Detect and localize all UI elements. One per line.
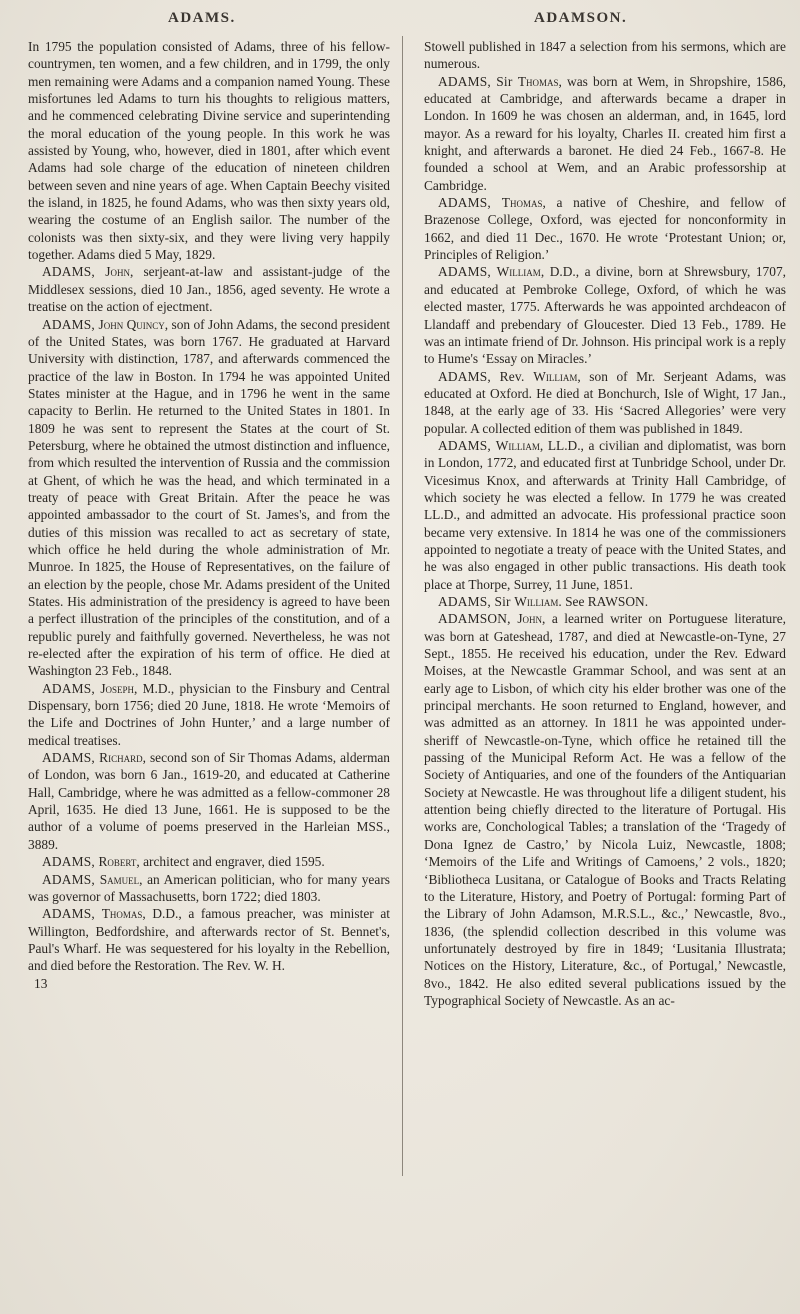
dictionary-entry (28, 905, 390, 974)
entry-text: Stowell published in 1847 a selection from his sermons, which are numerous. (424, 39, 786, 72)
entry-text: , son of Mr. Serjeant Adams, was educated at Oxford. He died at Bonchurch, Isle of Wight, 17 Jan., 1848, at the early age of 33. His ‘Sacred Allegories’ were very popular. A collected edition of them was published in 1849. (424, 368, 787, 436)
entry-text: In 1795 the population consisted of Adams, three of his fellow-countrymen, ten women, and a few children, and in 1799, the only men remaining were Adams and a companion named Young. These misfortunes led Adams to turn his thoughts to religious matters, and he commenced celebrating Divine service and superintending the moral education of the young people. In this work he was assisted by Young, who, however, died in 1801, after which event Adams had sole charge of the education of nineteen children between seven and nine years of age. When Captain Beechy visited the island, in 1825, he found Adams, who was then sixty years old, wearing the costume of an English sailor. The number of the colonists was then sixty-six, and they were living very happily together. Adams died 5 May, 1829. (28, 39, 390, 263)
continued-text (28, 38, 390, 263)
entry-text: , a native of Cheshire, and fellow of Brazenose College, Oxford, was ejected for nonconformity in 1662, and died 11 Dec., 1670. He wrote ‘Protestant Union; or, Principles of Religion.’ (424, 195, 786, 263)
entry-forename: William (496, 264, 541, 280)
entry-forename: Thomas (517, 73, 559, 89)
entry-text: , was born at Wem, in Shropshire, 1586, educated at Cambridge, and afterwards became a draper in London. In 1609 he was chosen an alderman, and, in 1645, lord mayor. As a reward for his loyalty, Charles II. created him first a knight, and afterwards a baronet. He died 24 Feb., 1667-8. He founded a school at Wem, and an Arabic professorship at Cambridge. (424, 73, 786, 193)
entry-forename: John (105, 264, 130, 280)
entry-text: , serjeant-at-law and assistant-judge of the Middlesex sessions, died 10 Jan., 1856, aged seventy. He wrote a treatise on the action of ejectment. (28, 264, 390, 315)
entry-forename: John (517, 611, 543, 627)
page-number: 13 (34, 975, 48, 991)
running-head-left: ADAMS. (168, 10, 236, 26)
dictionary-entry (424, 610, 786, 1009)
entry-forename: Samuel (99, 871, 140, 887)
entry-forename: Thomas (501, 195, 543, 211)
dictionary-entry (28, 263, 390, 315)
dictionary-entry (424, 194, 786, 263)
entry-forename: Richard (99, 750, 143, 766)
entry-forename: William (495, 437, 540, 453)
entry-forename: Joseph (100, 680, 135, 696)
dictionary-entry (424, 73, 786, 194)
column-divider (402, 36, 403, 1176)
entry-text: , LL.D., a civilian and diplomatist, was born in London, 1772, and educated first at Tunbridge School, under Dr. Vicesimus Knox, and afterwards at Trinity Hall Cambridge, of which society he was elected a fellow. In 1779 he was created LL.D., and admitted an advocate. His professional practice soon became very extensive. In 1814 he was one of the commissioners appointed to negotiate a treaty of peace with the United States, and he was also engaged in other public transactions. His death took place at Thorpe, Surrey, 11 June, 1851. (424, 437, 786, 592)
entry-text: , second son of Sir Thomas Adams, alderman of London, was born 6 Jan., 1619-20, and educated at Catherine Hall, Cambridge, where he was admitted as a fellow-commoner 28 April, 1635. He died 13 June, 1661. He is supposed to be the author of a volume of poems preserved in the Harleian MSS., 3889. (28, 750, 390, 852)
entry-text: , M.D., physician to the Finsbury and Central Dispensary, born 1756; died 20 June, 1818. He wrote ‘Memoirs of the Life and Doctrines of John Hunter,’ and a large number of medical treatises. (28, 680, 390, 748)
dictionary-entry (424, 263, 786, 367)
entry-headword: ADAMS, (42, 316, 99, 332)
dictionary-entry (28, 749, 390, 853)
dictionary-entry (424, 593, 786, 610)
entry-text: , a learned writer on Portuguese literature, was born at Gateshead, 1787, and died at Newcastle-on-Tyne, 27 Sept., 1855. He received his education, under the Rev. Edward Moises, at the Newcastle Grammar School, and was sent at an early age to Lisbon, of which city his elder brother was one of the principal merchants. He soon returned to England, however, and was admitted as an attorney. In 1811 he was appointed under-sheriff of Newcastle-on-Tyne, which office he retained till the passing of the Municipal Reform Act. He was a fellow of the Society of Antiquaries, and one of the founders of the Antiquarian Society at Newcastle. He was throughout life a diligent student, his attention being chiefly directed to the literature of Portugal. His works are, Conchological Tables; a translation of the ‘Tragedy of Dona Ignez de Castro,’ by Nicola Luiz, Newcastle, 1808; ‘Memoirs of the Life and Writings of Camoens,’ 2 vols., 1820; ‘Bibliotheca Lusitana, or Catalogue of Books and Tracts Relating to the Literature, History, and Poetry of Portugal: forming Part of the Library of John Adamson, M.R.S.L., &c.,’ Newcastle, 8vo., 1836, (the splendid collection described in this volume was unfortunately destroyed by fire in 1849; ‘Lusitania Illustrata; Notices on the History, Literature, &c., of Portugal,’ Newcastle, 8vo., 1842. He also edited several publications issued by the Typographical Society of Newcastle. As an ac- (424, 611, 786, 1008)
entry-forename: John Quincy (98, 316, 165, 332)
entry-headword: ADAMS, Sir (438, 594, 515, 609)
entry-text: . See RAWSON. (558, 594, 649, 609)
entry-headword: ADAMS, Rev. (438, 368, 534, 384)
entry-text: , architect and engraver, died 1595. (136, 854, 325, 870)
entry-headword: ADAMS, (438, 195, 502, 211)
entry-headword: ADAMS, (42, 854, 99, 870)
right-column (424, 38, 786, 1009)
entry-text: , son of John Adams, the second president of the United States, was born 1767. He graduated at Harvard University with distinction, 1787, and afterwards commenced the practice of the law in Boston. In 1794 he was appointed United States minister at the Hague, and in 1796 he went in the same capacity to Berlin. He returned to the United States in 1801. In 1809 he was sent to represent the States at the court of St. Petersburg, where he obtained the utmost distinction and influence, from which resulted the intervention of Russia and the commission at Ghent, of which he was the head, and which terminated in a treaty of peace with Great Britain. After the peace he was appointed ambassador to the court of St. James's, and from the duties of this mission was recalled to act as secretary of state, which office he held during the whole administration of Mr. Munroe. In 1825, the House of Representatives, on the failure of an election by the people, chose Mr. Adams president of the United States. His administration of the presidency is agreed to have been a perfect illustration of the principles of the constitution, and of a republic purely and faithfully governed. Nevertheless, he was not re-elected after the expiration of his term of office. He died at Washington 23 Feb., 1848. (28, 316, 390, 679)
entry-headword: ADAMS, (438, 437, 496, 453)
entry-headword: ADAMSON, (438, 611, 518, 627)
entry-forename: Robert (98, 854, 137, 870)
running-head-right: ADAMSON. (534, 10, 628, 26)
entry-headword: ADAMS, (42, 906, 102, 922)
entry-headword: ADAMS, (42, 871, 100, 887)
dictionary-entry (28, 871, 390, 906)
entry-headword: ADAMS, Sir (438, 73, 518, 89)
entry-text: , D.D., a famous preacher, was minister at Willington, Bedfordshire, and afterwards rector of St. Bennet's, Paul's Wharf. He was sequestered for his loyalty in the Rebellion, and died before the Restoration. The Rev. W. H. (28, 906, 390, 974)
left-column (28, 38, 390, 992)
entry-forename: William (514, 594, 559, 609)
dictionary-entry (28, 680, 390, 749)
entry-forename: William (533, 368, 578, 384)
dictionary-entry (28, 853, 390, 870)
dictionary-entry (424, 368, 786, 437)
entry-text: , D.D., a divine, born at Shrewsbury, 1707, and educated at Pembroke College, Oxford, of which he was elected master, 1775. Afterwards he was appointed archdeacon of Llandaff and prebendary of Gloucester. Died 13 Feb., 1789. He was an intimate friend of Dr. Johnson. His principal work is a reply to Hume's ‘Essay on Miracles.’ (424, 264, 786, 367)
entry-text: , an American politician, who for many years was governor of Massachusetts, born 1722; died 1803. (28, 871, 390, 904)
entry-headword: ADAMS, (42, 680, 101, 696)
entry-headword: ADAMS, (42, 264, 106, 280)
entry-forename: Thomas (101, 906, 143, 922)
dictionary-entry (28, 316, 390, 680)
dictionary-entry (424, 437, 786, 593)
continued-text (424, 38, 786, 73)
entry-headword: ADAMS, (42, 750, 100, 766)
entry-headword: ADAMS, (438, 264, 497, 280)
